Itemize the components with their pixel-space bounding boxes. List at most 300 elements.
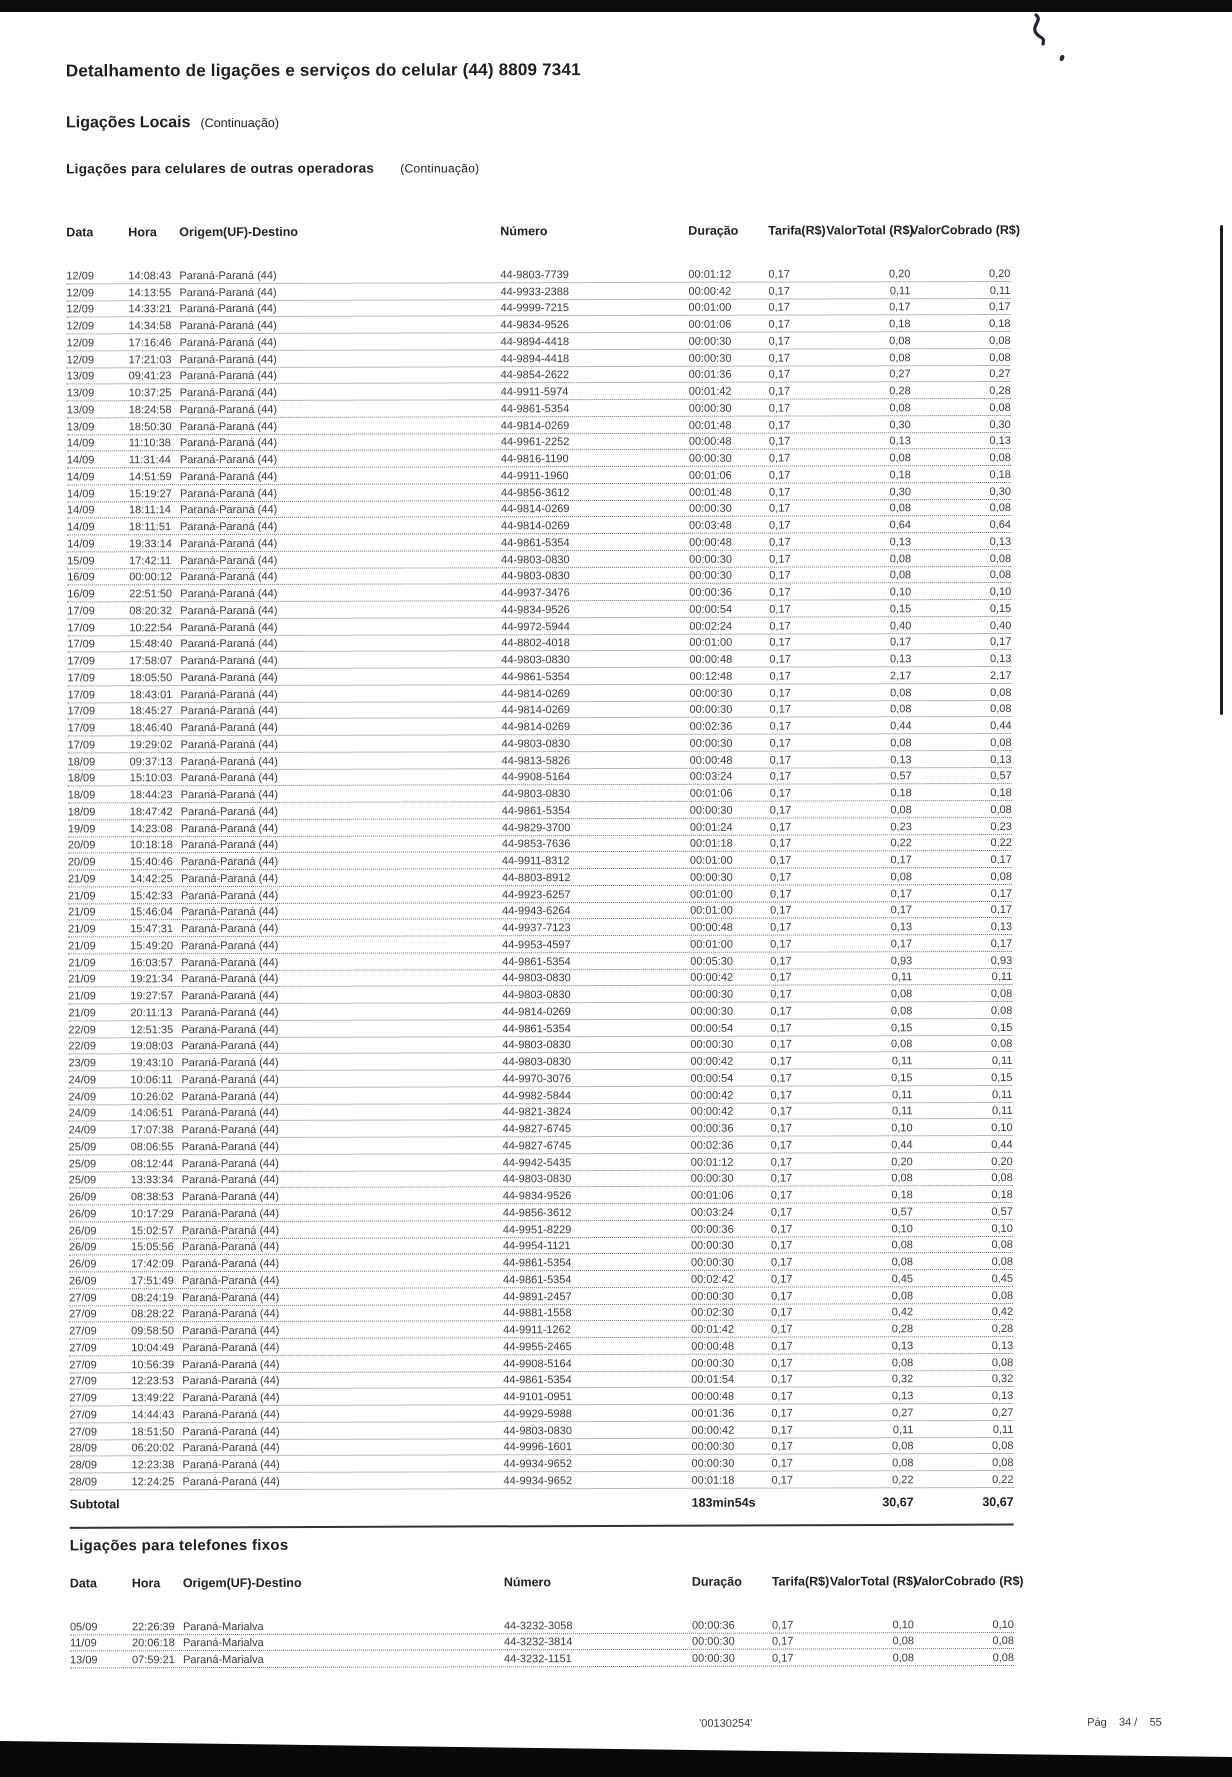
cell-duracao: 00:00:54	[690, 1072, 734, 1085]
cell-hora: 14:42:25	[129, 872, 173, 886]
cell-hora: 10:17:29	[130, 1207, 174, 1221]
cell-origem: Paraná-Paraná (44)	[179, 403, 277, 416]
cell-origem: Paraná-Paraná (44)	[181, 1207, 280, 1220]
cell-hora: 17:42:09	[130, 1258, 174, 1271]
cell-hora: 07:59:21	[132, 1653, 175, 1666]
cell-numero: 44-9827-6745	[502, 1123, 572, 1136]
cell-duracao: 00:00:36	[689, 586, 733, 599]
cell-data: 14/09	[66, 454, 95, 467]
col-header-tarifa-line2: (R$)	[801, 223, 826, 238]
cell-numero: 44-9813-5826	[501, 754, 571, 767]
cell-tarifa: 0,17	[770, 938, 792, 951]
cell-tarifa: 0,17	[768, 318, 790, 331]
cell-origem: Paraná-Paraná (44)	[181, 973, 279, 986]
cell-numero: 44-9829-3700	[501, 821, 571, 834]
cell-cobrado: 0,15	[990, 1021, 1013, 1034]
col-header-duracao: Duração	[688, 223, 739, 238]
fixed-line-calls-table	[69, 1535, 1024, 1668]
cell-numero: 44-9861-5354	[503, 1374, 572, 1387]
cell-numero: 44-9861-5354	[501, 670, 570, 684]
cell-cobrado: 0,20	[988, 267, 1011, 280]
cell-numero: 44-9861-5354	[502, 1022, 571, 1035]
cell-total: 0,45	[891, 1272, 914, 1286]
cell-cobrado: 0,17	[990, 904, 1013, 917]
cell-duracao: 00:00:30	[689, 553, 732, 566]
cell-origem: Paraná-Paraná (44)	[180, 520, 278, 534]
cell-hora: 15:47:31	[130, 923, 173, 936]
cell-numero: 44-9803-0830	[502, 989, 571, 1002]
cell-tarifa: 0,17	[769, 586, 791, 599]
cell-cobrado: 0,08	[989, 569, 1012, 582]
cell-data: 26/09	[68, 1241, 97, 1254]
cell-tarifa: 0,17	[771, 1290, 793, 1303]
cell-tarifa: 0,17	[770, 1072, 792, 1085]
cell-total: 0,15	[890, 1021, 913, 1034]
cell-data: 24/09	[68, 1107, 97, 1120]
cell-numero: 44-9854-2622	[500, 369, 570, 382]
cell-hora: 15:10:03	[129, 772, 173, 785]
cell-duracao: 00:01:00	[690, 938, 733, 951]
cell-duracao: 00:01:18	[691, 1474, 735, 1487]
cell-hora: 15:46:04	[130, 906, 173, 919]
cell-cobrado: 0,08	[990, 987, 1013, 1001]
cell-numero: 44-9803-0830	[503, 1424, 572, 1437]
cell-total: 0,22	[892, 1473, 914, 1487]
cell-cobrado: 0,13	[990, 753, 1012, 766]
cell-tarifa: 0,17	[769, 670, 791, 683]
cell-origem: Paraná-Paraná (44)	[181, 1123, 279, 1137]
cell-cobrado: 0,17	[990, 853, 1012, 867]
cell-duracao: 00:00:48	[691, 1390, 735, 1403]
cell-cobrado: 0,13	[989, 435, 1011, 448]
scan-bottom-black-edge	[0, 1731, 1232, 1777]
cell-hora: 11:10:38	[128, 437, 171, 450]
cell-data: 27/09	[69, 1325, 97, 1338]
cell-hora: 19:21:34	[130, 973, 174, 986]
cell-total: 0,11	[891, 1105, 913, 1118]
cell-tarifa: 0,17	[768, 452, 791, 465]
cell-data: 26/09	[69, 1275, 97, 1288]
cell-cobrado: 0,08	[990, 736, 1012, 749]
cell-total: 0,40	[889, 619, 912, 632]
cell-duracao: 00:01:24	[689, 821, 733, 834]
cell-total: 0,23	[890, 820, 912, 833]
cell-tarifa: 0,17	[770, 1239, 793, 1252]
cell-numero: 44-9853-7636	[501, 838, 571, 851]
cell-duracao: 00:05:30	[690, 955, 734, 968]
cell-origem: Paraná-Paraná (44)	[180, 705, 278, 718]
cell-total: 0,10	[891, 1222, 913, 1235]
cell-duracao: 00:00:30	[688, 352, 732, 365]
cell-origem: Paraná-Paraná (44)	[180, 571, 278, 584]
cell-tarifa: 0,17	[770, 971, 792, 984]
cell-origem: Paraná-Paraná (44)	[179, 386, 277, 400]
cell-tarifa: 0,17	[768, 486, 791, 499]
cell-numero: 44-9934-9652	[503, 1474, 573, 1488]
cell-cobrado: 0,27	[989, 368, 1011, 381]
cell-cobrado: 0,08	[991, 1356, 1014, 1369]
cell-data: 27/09	[69, 1291, 97, 1304]
cell-numero: 44-9942-5435	[502, 1156, 572, 1169]
col-header-tarifa-line2: (R$)	[804, 1574, 830, 1589]
cell-total: 0,08	[889, 401, 911, 415]
cell-cobrado: 0,32	[991, 1373, 1014, 1386]
col-header-valor-cobrado-line2: Cobrado (R$)	[944, 1573, 1024, 1589]
cell-cobrado: 0,17	[989, 636, 1012, 649]
cell-duracao: 00:00:42	[688, 285, 732, 298]
cell-duracao: 00:01:06	[690, 1189, 734, 1202]
cell-total: 0,32	[891, 1373, 914, 1386]
cell-tarifa: 0,17	[770, 1256, 793, 1269]
cell-tarifa: 0,17	[769, 871, 792, 884]
cell-data: 17/09	[67, 638, 95, 651]
cell-cobrado: 0,17	[989, 301, 1011, 314]
cell-data: 14/09	[66, 487, 95, 500]
cell-cobrado: 0,45	[991, 1272, 1014, 1285]
cell-hora: 09:37:13	[129, 755, 173, 768]
cell-cobrado: 0,40	[989, 619, 1012, 632]
cell-numero: 44-9911-1960	[500, 469, 569, 483]
cell-origem: Paraná-Paraná (44)	[180, 537, 278, 550]
col-header-data: Data	[66, 225, 94, 240]
cell-duracao: 00:01:48	[688, 486, 732, 499]
cell-data: 13/09	[70, 1653, 98, 1666]
cell-data: 21/09	[68, 889, 96, 902]
cell-tarifa: 0,17	[768, 402, 791, 415]
cell-numero: 44-9982-5844	[502, 1089, 572, 1102]
cell-hora: 10:37:25	[128, 387, 172, 400]
cell-numero: 44-9933-2388	[500, 285, 569, 298]
cell-cobrado: 0,30	[989, 485, 1011, 498]
cell-data: 26/09	[68, 1224, 97, 1237]
subtotal-valor-total: 30,67	[882, 1494, 914, 1510]
cell-total: 0,08	[889, 502, 912, 515]
cell-total: 0,13	[890, 753, 912, 766]
cell-numero: 44-9961-2252	[500, 436, 570, 449]
cell-total: 0,08	[890, 988, 913, 1001]
col-header-valor-cobrado-line2: Cobrado (R$)	[940, 222, 1021, 238]
cell-tarifa: 0,17	[770, 1005, 792, 1018]
cell-origem: Paraná-Paraná (44)	[180, 839, 279, 852]
cell-cobrado: 0,17	[990, 937, 1013, 950]
cell-cobrado: 0,64	[989, 518, 1012, 532]
cell-hora: 08:28:22	[131, 1308, 174, 1321]
cell-data: 12/09	[66, 320, 95, 333]
cell-data: 27/09	[69, 1409, 97, 1422]
cell-data: 13/09	[66, 420, 95, 433]
cell-total: 0,20	[891, 1155, 913, 1168]
cell-hora: 10:18:18	[129, 839, 173, 852]
cell-data: 24/09	[68, 1090, 97, 1103]
cell-total: 0,30	[889, 418, 911, 431]
cell-cobrado: 0,13	[989, 652, 1012, 666]
cell-tarifa: 0,17	[769, 821, 792, 834]
cell-data: 27/09	[69, 1392, 97, 1405]
cell-data: 12/09	[66, 337, 95, 350]
cell-total: 0,17	[890, 887, 913, 900]
cell-data: 16/09	[67, 571, 95, 584]
cell-data: 12/09	[66, 270, 94, 283]
cell-numero: 44-9937-3476	[501, 587, 570, 600]
cell-tarifa: 0,17	[770, 1122, 793, 1135]
cell-cobrado: 0,11	[989, 284, 1011, 297]
cell-numero: 44-9856-3612	[502, 1206, 572, 1220]
cell-origem: Paraná-Paraná (44)	[180, 855, 279, 869]
cell-origem: Paraná-Paraná (44)	[179, 353, 277, 366]
cell-hora: 08:12:44	[130, 1157, 174, 1170]
section-title-text: Ligações Locais	[65, 114, 191, 132]
cell-duracao: 00:01:00	[689, 854, 733, 867]
cell-hora: 22:26:39	[131, 1620, 175, 1633]
subtotal-valor-cobrado: 30,67	[982, 1494, 1014, 1509]
cell-hora: 17:42:11	[129, 554, 172, 567]
cell-duracao: 00:01:00	[689, 888, 733, 901]
cell-cobrado: 0,18	[989, 317, 1011, 331]
cell-hora: 15:48:40	[129, 638, 173, 651]
cell-total: 0,08	[889, 552, 912, 565]
cell-total: 0,18	[889, 318, 911, 331]
cell-numero: 44-9996-1601	[503, 1441, 572, 1454]
cell-numero: 44-9954-1121	[502, 1240, 571, 1253]
cell-total: 0,42	[891, 1306, 914, 1319]
cell-origem: Paraná-Paraná (44)	[181, 989, 279, 1003]
cell-duracao: 00:00:30	[688, 452, 732, 465]
cell-numero: 44-9834-9526	[500, 319, 570, 332]
col-header-duracao: Duração	[691, 1574, 742, 1589]
cell-tarifa: 0,17	[770, 1038, 792, 1051]
cell-total: 0,08	[890, 736, 912, 750]
cell-hora: 11:31:44	[128, 454, 171, 467]
cell-total: 0,15	[889, 602, 912, 616]
cell-data: 12/09	[66, 286, 94, 299]
cell-origem: Paraná-Paraná (44)	[180, 621, 278, 634]
cell-numero: 44-9816-1190	[500, 453, 569, 466]
cell-data: 17/09	[67, 688, 96, 701]
subsection-title-celulares-outras-operadoras	[66, 160, 479, 176]
cell-hora: 12:24:25	[131, 1475, 175, 1489]
cell-data: 20/09	[67, 856, 96, 869]
cell-duracao: 00:00:30	[689, 687, 733, 700]
cell-origem: Paraná-Marialva	[183, 1653, 264, 1666]
cell-numero: 44-9953-4597	[502, 938, 571, 952]
cell-numero: 44-9929-5988	[503, 1407, 572, 1421]
cell-hora: 18:46:40	[129, 722, 173, 735]
cell-total: 0,08	[889, 351, 911, 364]
cell-numero: 44-9894-4418	[500, 335, 570, 349]
cell-hora: 15:40:46	[129, 856, 173, 869]
cell-cobrado: 0,11	[992, 1423, 1014, 1436]
cell-origem: Paraná-Paraná (44)	[179, 319, 277, 333]
col-header-valor-total	[826, 223, 914, 238]
cell-tarifa: 0,17	[768, 335, 791, 348]
cell-data: 25/09	[68, 1174, 97, 1187]
cell-numero: 44-9911-5974	[500, 386, 569, 399]
cell-numero: 44-9814-0269	[501, 520, 570, 533]
cell-numero: 44-9911-1262	[503, 1324, 571, 1337]
cell-hora: 20:06:18	[131, 1637, 175, 1650]
cell-duracao: 00:00:54	[690, 1022, 734, 1035]
cell-data: 17/09	[67, 739, 96, 752]
col-header-valor-total-line1: Valor	[826, 223, 857, 238]
cell-data: 27/09	[69, 1358, 97, 1371]
cell-duracao: 00:01:06	[688, 469, 732, 482]
cell-tarifa: 0,17	[771, 1635, 794, 1648]
cell-cobrado: 0,15	[989, 602, 1012, 615]
cell-cobrado: 0,13	[990, 920, 1013, 934]
cell-data: 18/09	[67, 789, 96, 802]
cell-origem: Paraná-Paraná (44)	[181, 906, 279, 919]
cell-data: 21/09	[67, 873, 96, 886]
cell-numero: 44-9803-0830	[501, 788, 571, 801]
cell-origem: Paraná-Paraná (44)	[182, 1308, 280, 1321]
cell-duracao: 00:01:48	[688, 419, 732, 432]
subtotal-row	[70, 1488, 1014, 1521]
cell-numero: 44-9101-0951	[503, 1391, 572, 1404]
table-row	[70, 1649, 1014, 1668]
cell-tarifa: 0,17	[771, 1457, 793, 1470]
cell-total: 0,08	[891, 1239, 913, 1252]
cell-origem: Paraná-Paraná (44)	[179, 303, 277, 316]
cell-cobrado: 0,27	[991, 1406, 1014, 1419]
cell-tarifa: 0,17	[770, 1105, 793, 1118]
table-header	[66, 222, 1021, 265]
cell-data: 20/09	[67, 839, 96, 852]
cell-tarifa: 0,17	[769, 636, 791, 649]
cell-data: 21/09	[68, 956, 96, 969]
cell-total: 0,11	[891, 1088, 913, 1101]
cell-data: 18/09	[67, 806, 96, 819]
cell-data: 11/09	[69, 1637, 97, 1650]
cell-total: 0,93	[890, 954, 913, 967]
cell-data: 21/09	[68, 940, 96, 953]
cell-tarifa: 0,17	[771, 1407, 793, 1420]
cell-origem: Paraná-Paraná (44)	[180, 738, 278, 751]
cell-total: 0,08	[890, 686, 912, 699]
cell-origem: Paraná-Paraná (44)	[182, 1324, 280, 1338]
cell-hora: 17:07:38	[130, 1124, 174, 1137]
cell-duracao: 00:03:24	[690, 1206, 734, 1219]
cell-duracao: 00:01:12	[688, 268, 732, 281]
cell-tarifa: 0,17	[769, 787, 792, 800]
cell-hora: 08:38:53	[130, 1191, 174, 1204]
cell-data: 14/09	[66, 437, 95, 450]
cell-hora: 14:33:21	[128, 303, 172, 316]
cell-cobrado: 0,13	[991, 1389, 1014, 1403]
cell-tarifa: 0,17	[769, 854, 792, 867]
cell-hora: 17:58:07	[129, 655, 173, 668]
cell-duracao: 00:00:42	[690, 971, 734, 985]
cell-hora: 10:56:39	[131, 1358, 175, 1371]
cell-data: 21/09	[68, 1007, 96, 1020]
cell-cobrado: 0,93	[990, 954, 1013, 967]
cell-numero: 44-9814-0269	[501, 721, 571, 734]
cell-duracao: 00:01:00	[688, 301, 732, 315]
cell-total: 0,17	[889, 301, 911, 314]
cell-hora: 14:06:51	[130, 1107, 174, 1120]
cell-duracao: 00:00:48	[691, 1340, 735, 1353]
cell-cobrado: 0,08	[989, 351, 1011, 364]
cell-numero: 44-9937-7123	[502, 922, 571, 935]
cell-hora: 14:34:58	[128, 320, 172, 333]
cell-tarifa: 0,17	[768, 352, 791, 365]
cell-total: 0,15	[891, 1071, 913, 1085]
cell-duracao: 00:00:30	[690, 1172, 734, 1186]
cell-hora: 19:27:57	[130, 990, 174, 1003]
cell-tarifa: 0,17	[768, 419, 791, 432]
cell-origem: Paraná-Paraná (44)	[179, 336, 277, 349]
cell-origem: Paraná-Paraná (44)	[179, 420, 278, 433]
cell-data: 21/09	[68, 990, 96, 1003]
cell-origem: Paraná-Paraná (44)	[182, 1458, 280, 1472]
cell-data: 13/09	[66, 370, 95, 383]
col-header-valor-total-line2: Total (R$)	[856, 223, 914, 238]
col-header-valor-cobrado-line1: Valor	[913, 1574, 945, 1589]
cell-cobrado: 0,08	[992, 1651, 1015, 1664]
cell-numero: 44-9814-0269	[501, 687, 571, 700]
cell-duracao: 00:00:54	[689, 603, 733, 616]
cell-duracao: 00:00:30	[689, 569, 733, 583]
cell-total: 0,08	[890, 803, 912, 817]
col-header-data: Data	[69, 1576, 97, 1591]
subtotal-label: Subtotal	[69, 1497, 120, 1512]
cell-numero: 44-9803-0830	[502, 972, 571, 985]
cell-total: 0,27	[891, 1406, 914, 1420]
cell-tarifa: 0,17	[770, 1172, 793, 1185]
cell-cobrado: 0,08	[991, 1289, 1014, 1302]
cell-numero: 44-9814-0269	[501, 704, 571, 717]
cell-data: 24/09	[68, 1074, 97, 1087]
cell-duracao: 00:00:30	[691, 1457, 735, 1470]
cell-data: 13/09	[66, 387, 95, 400]
cell-cobrado: 0,08	[990, 703, 1012, 716]
cell-total: 0,13	[890, 921, 913, 934]
cell-numero: 44-9911-8312	[501, 855, 570, 868]
cell-hora: 14:13:55	[128, 286, 172, 299]
cell-numero: 44-9861-5354	[502, 955, 571, 968]
cell-tarifa: 0,17	[770, 904, 792, 917]
cell-total: 0,18	[891, 1189, 913, 1202]
cell-origem: Paraná-Paraná (44)	[180, 654, 278, 668]
cell-origem: Paraná-Paraná (44)	[179, 286, 277, 299]
col-header-tarifa	[772, 1574, 830, 1589]
cell-hora: 18:11:14	[128, 504, 172, 517]
cell-duracao: 00:00:30	[690, 1005, 734, 1018]
cell-duracao: 00:01:00	[689, 636, 733, 650]
col-header-hora: Hora	[128, 225, 157, 240]
cell-duracao: 00:01:00	[690, 904, 733, 918]
section-title-telefones-fixos: Ligações para telefones fixos	[69, 1536, 289, 1555]
cell-duracao: 00:01:06	[688, 318, 732, 331]
col-header-tarifa-line1: Tarifa	[771, 1574, 805, 1589]
cell-origem: Paraná-Paraná (44)	[181, 1073, 279, 1086]
cell-numero: 44-9999-7215	[500, 302, 570, 315]
cell-origem: Paraná-Paraná (44)	[179, 437, 278, 450]
cell-tarifa: 0,17	[770, 1022, 792, 1035]
cell-tarifa: 0,17	[770, 1089, 792, 1102]
cell-duracao: 00:00:36	[691, 1619, 735, 1632]
cell-cobrado: 0,22	[990, 837, 1012, 850]
cell-cobrado: 0,11	[991, 1088, 1013, 1101]
cell-total: 0,30	[889, 485, 911, 498]
cell-cobrado: 0,13	[991, 1339, 1014, 1352]
col-header-tarifa-line1: Tarifa	[768, 223, 802, 238]
cell-hora: 22:51:50	[129, 588, 173, 601]
cell-cobrado: 0,17	[990, 887, 1013, 900]
cell-numero: 44-9814-0269	[500, 419, 570, 432]
cell-data: 24/09	[68, 1124, 97, 1137]
cell-total: 0,13	[891, 1339, 914, 1353]
cell-hora: 17:16:46	[128, 336, 172, 350]
